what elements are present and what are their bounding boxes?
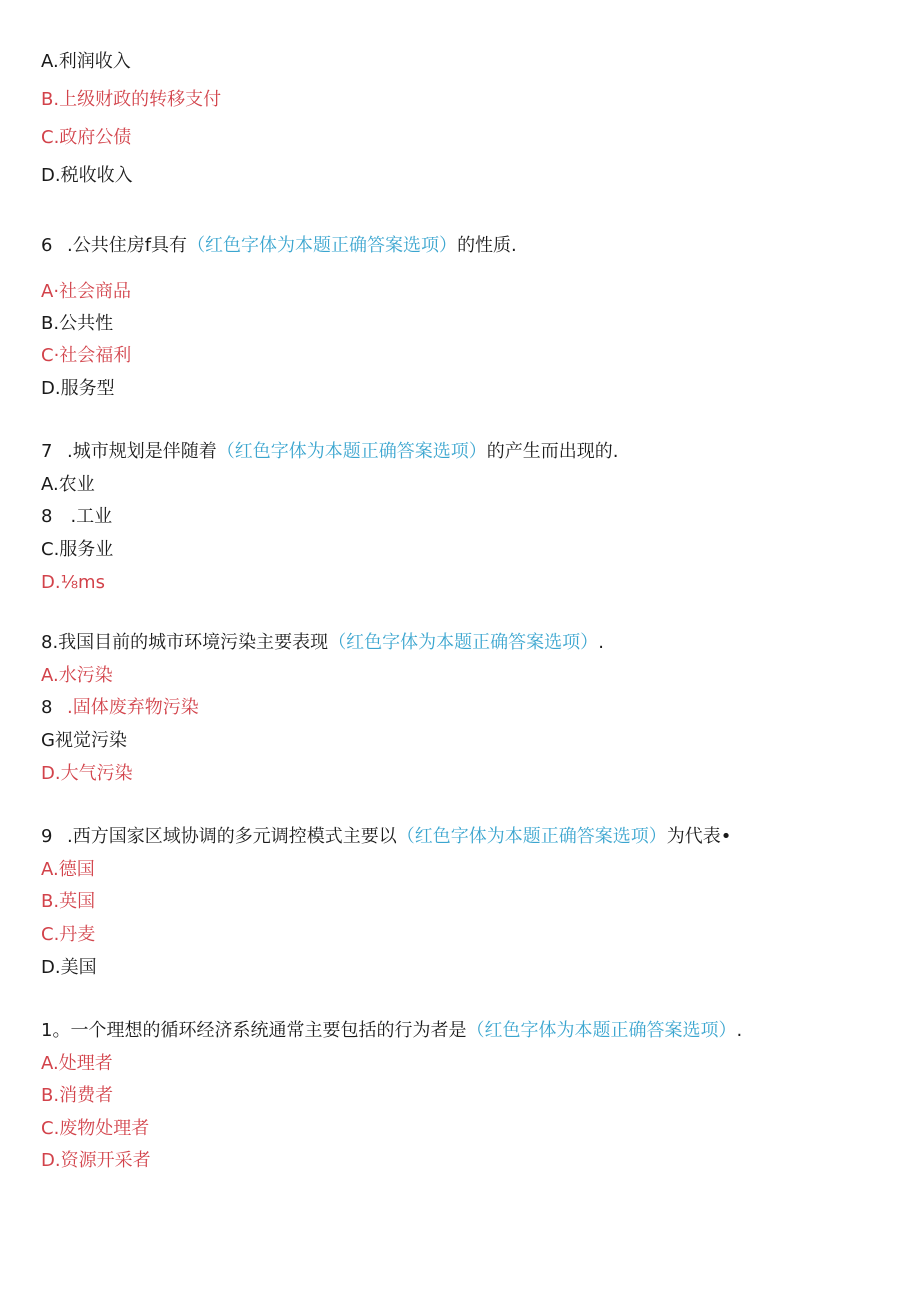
option-c: C.服务业: [41, 539, 114, 560]
option-b: [41, 696, 199, 720]
answer-hint: （红色字体为本题正确答案选项）: [328, 632, 599, 653]
question-text-end: 的性质.: [457, 235, 517, 256]
question-text-end: .: [736, 1020, 743, 1041]
option-a: A.处理者: [41, 1053, 113, 1074]
answer-hint: （红色字体为本题正确答案选项）: [216, 441, 487, 462]
option-d: D.服务型: [41, 378, 115, 399]
option-c: G视觉污染: [41, 730, 127, 751]
question-text: 8.我国目前的城市环境污染主要表现: [41, 632, 329, 653]
option-text: .固体废弃物污染: [67, 697, 199, 718]
answer-hint: （红色字体为本题正确答案选项）: [396, 826, 667, 847]
option-d: D.美国: [41, 957, 97, 978]
option-c: C.丹麦: [41, 924, 96, 945]
option-c: C·社会福利: [41, 345, 132, 366]
question-text: 1。一个理想的循环经济系统通常主要包括的行为者是: [41, 1020, 467, 1041]
question-text: .公共住房f具有: [67, 235, 188, 256]
option-b: B.上级财政的转移支付: [41, 89, 222, 110]
question-8: [41, 631, 604, 655]
answer-hint: （红色字体为本题正确答案选项）: [466, 1020, 737, 1041]
question-text: .城市规划是伴随着: [67, 441, 217, 462]
option-b: 8 .工业: [41, 506, 113, 527]
option-c: C.政府公债: [41, 127, 132, 148]
question-9: [41, 825, 731, 849]
option-a: A.水污染: [41, 665, 113, 686]
option-d: D.资源开采者: [41, 1150, 151, 1171]
option-d: D.⅛ms: [41, 572, 105, 593]
question-number: 6: [41, 235, 53, 256]
option-d: D.大气污染: [41, 763, 133, 784]
question-number: 9: [41, 826, 53, 847]
option-a: A.农业: [41, 474, 95, 495]
question-10: [41, 1019, 742, 1043]
option-d: D.税收收入: [41, 165, 133, 186]
option-number: 8: [41, 697, 53, 718]
question-number: 7: [41, 441, 53, 462]
answer-hint: （红色字体为本题正确答案选项）: [187, 235, 458, 256]
option-a: A.利润收入: [41, 51, 131, 72]
option-c: C.废物处理者: [41, 1118, 150, 1139]
question-text-end: 的产生而出现的.: [486, 441, 619, 462]
option-b: B.公共性: [41, 313, 114, 334]
question-text-end: .: [598, 632, 604, 653]
question-6: [41, 234, 517, 258]
question-7: [41, 440, 618, 464]
option-b: B.英国: [41, 891, 96, 912]
option-b: B.消费者: [41, 1085, 114, 1106]
question-text-end: 为代表•: [666, 826, 732, 847]
question-text: .西方国家区域协调的多元调控模式主要以: [67, 826, 397, 847]
option-a: A.德国: [41, 859, 95, 880]
option-a: A·社会商品: [41, 281, 132, 302]
